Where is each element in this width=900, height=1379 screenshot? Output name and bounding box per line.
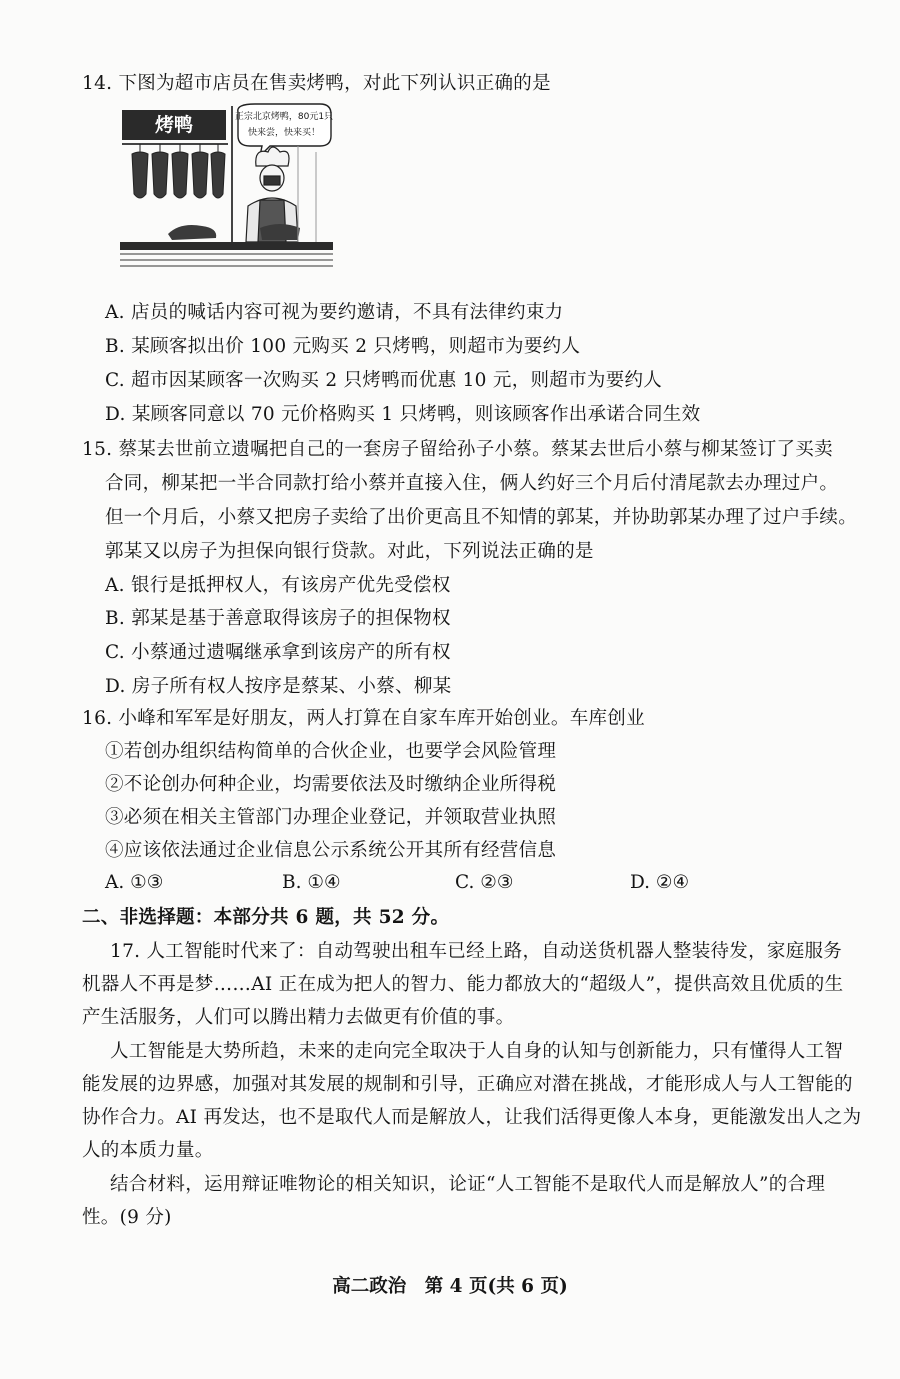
roast-duck-illustration — [120, 102, 333, 272]
q17-para2-line-3: 协作合力。AI 再发达，也不是取代人而是解放人，让我们活得更像人本身，更能激发出人之为 — [82, 1107, 862, 1128]
q14-option-c: C. 超市因某顾客一次购买 2 只烤鸭而优惠 10 元，则超市为要约人 — [105, 370, 663, 391]
q17-para2-line-4: 人的本质力量。 — [82, 1140, 214, 1161]
q15-option-c: C. 小蔡通过遗嘱继承拿到该房产的所有权 — [105, 642, 451, 663]
q16-item-3: ③必须在相关主管部门办理企业登记，并领取营业执照 — [105, 807, 557, 828]
q14-option-a: A. 店员的喊话内容可视为要约邀请，不具有法律约束力 — [105, 302, 564, 323]
page-footer: 高二政治 第 4 页(共 6 页) — [332, 1276, 568, 1297]
q17-task-line-1: 结合材料，运用辩证唯物论的相关知识，论证“人工智能不是取代人而是解放人”的合理 — [110, 1174, 826, 1195]
q16-choices — [105, 871, 745, 895]
q16-item-4: ④应该依法通过企业信息公示系统公开其所有经营信息 — [105, 840, 557, 861]
q16-item-2: ②不论创办何种企业，均需要依法及时缴纳企业所得税 — [105, 774, 557, 795]
q15-stem-line-2: 合同，柳某把一半合同款打给小蔡并直接入住，俩人约好三个月后付清尾款去办理过户。 — [105, 473, 839, 494]
q16-choice-b: B. ①④ — [282, 872, 341, 893]
q14-stem: 14. 下图为超市店员在售卖烤鸭，对此下列认识正确的是 — [82, 73, 551, 94]
q15-stem-line-4: 郭某又以房子为担保向银行贷款。对此，下列说法正确的是 — [105, 541, 594, 562]
q16-choice-c: C. ②③ — [455, 872, 514, 893]
q16-stem: 16. 小峰和军军是好朋友，两人打算在自家车库开始创业。车库创业 — [82, 708, 645, 729]
q16-choice-a: A. ①③ — [105, 872, 164, 893]
q17-para2-line-1: 人工智能是大势所趋，未来的走向完全取决于人自身的认知与创新能力，只有懂得人工智 — [110, 1041, 844, 1062]
q15-stem-line-1: 15. 蔡某去世前立遗嘱把自己的一套房子留给孙子小蔡。蔡某去世后小蔡与柳某签订了买卖 — [82, 439, 833, 460]
q16-item-1: ①若创办组织结构简单的合伙企业，也要学会风险管理 — [105, 741, 557, 762]
q14-option-d: D. 某顾客同意以 70 元价格购买 1 只烤鸭，则该顾客作出承诺合同生效 — [105, 404, 701, 425]
q17-task-line-2: 性。(9 分) — [82, 1207, 172, 1228]
q15-option-a: A. 银行是抵押权人，有该房产优先受偿权 — [105, 575, 451, 596]
q14-option-b: B. 某顾客拟出价 100 元购买 2 只烤鸭，则超市为要约人 — [105, 336, 581, 357]
q16-choice-d: D. ②④ — [630, 872, 690, 893]
section-2-heading: 二、非选择题：本部分共 6 题，共 52 分。 — [82, 907, 450, 928]
speech-line-2: 快来尝，快来买！ — [247, 128, 321, 138]
q17-para2-line-2: 能发展的边界感，加强对其发展的规制和引导，正确应对潜在挑战，才能形成人与人工智能的 — [82, 1074, 853, 1095]
speech-line-1: 正宗北京烤鸭，80元1只 — [234, 112, 333, 122]
q17-para1-line-2: 机器人不再是梦……AI 正在成为把人的智力、能力都放大的“超级人”，提供高效且优质的生 — [82, 974, 844, 995]
q15-option-d: D. 房子所有权人按序是蔡某、小蔡、柳某 — [105, 676, 452, 697]
q15-stem-line-3: 但一个月后，小蔡又把房子卖给了出价更高且不知情的郭某，并协助郭某办理了过户手续。 — [105, 507, 858, 528]
q17-para1-line-1: 17. 人工智能时代来了：自动驾驶出租车已经上路，自动送货机器人整装待发，家庭服务 — [110, 941, 843, 962]
q15-option-b: B. 郭某是基于善意取得该房子的担保物权 — [105, 608, 451, 629]
duck-sign-text: 烤鸭 — [154, 114, 194, 136]
q17-para1-line-3: 产生活服务，人们可以腾出精力去做更有价值的事。 — [82, 1007, 515, 1028]
